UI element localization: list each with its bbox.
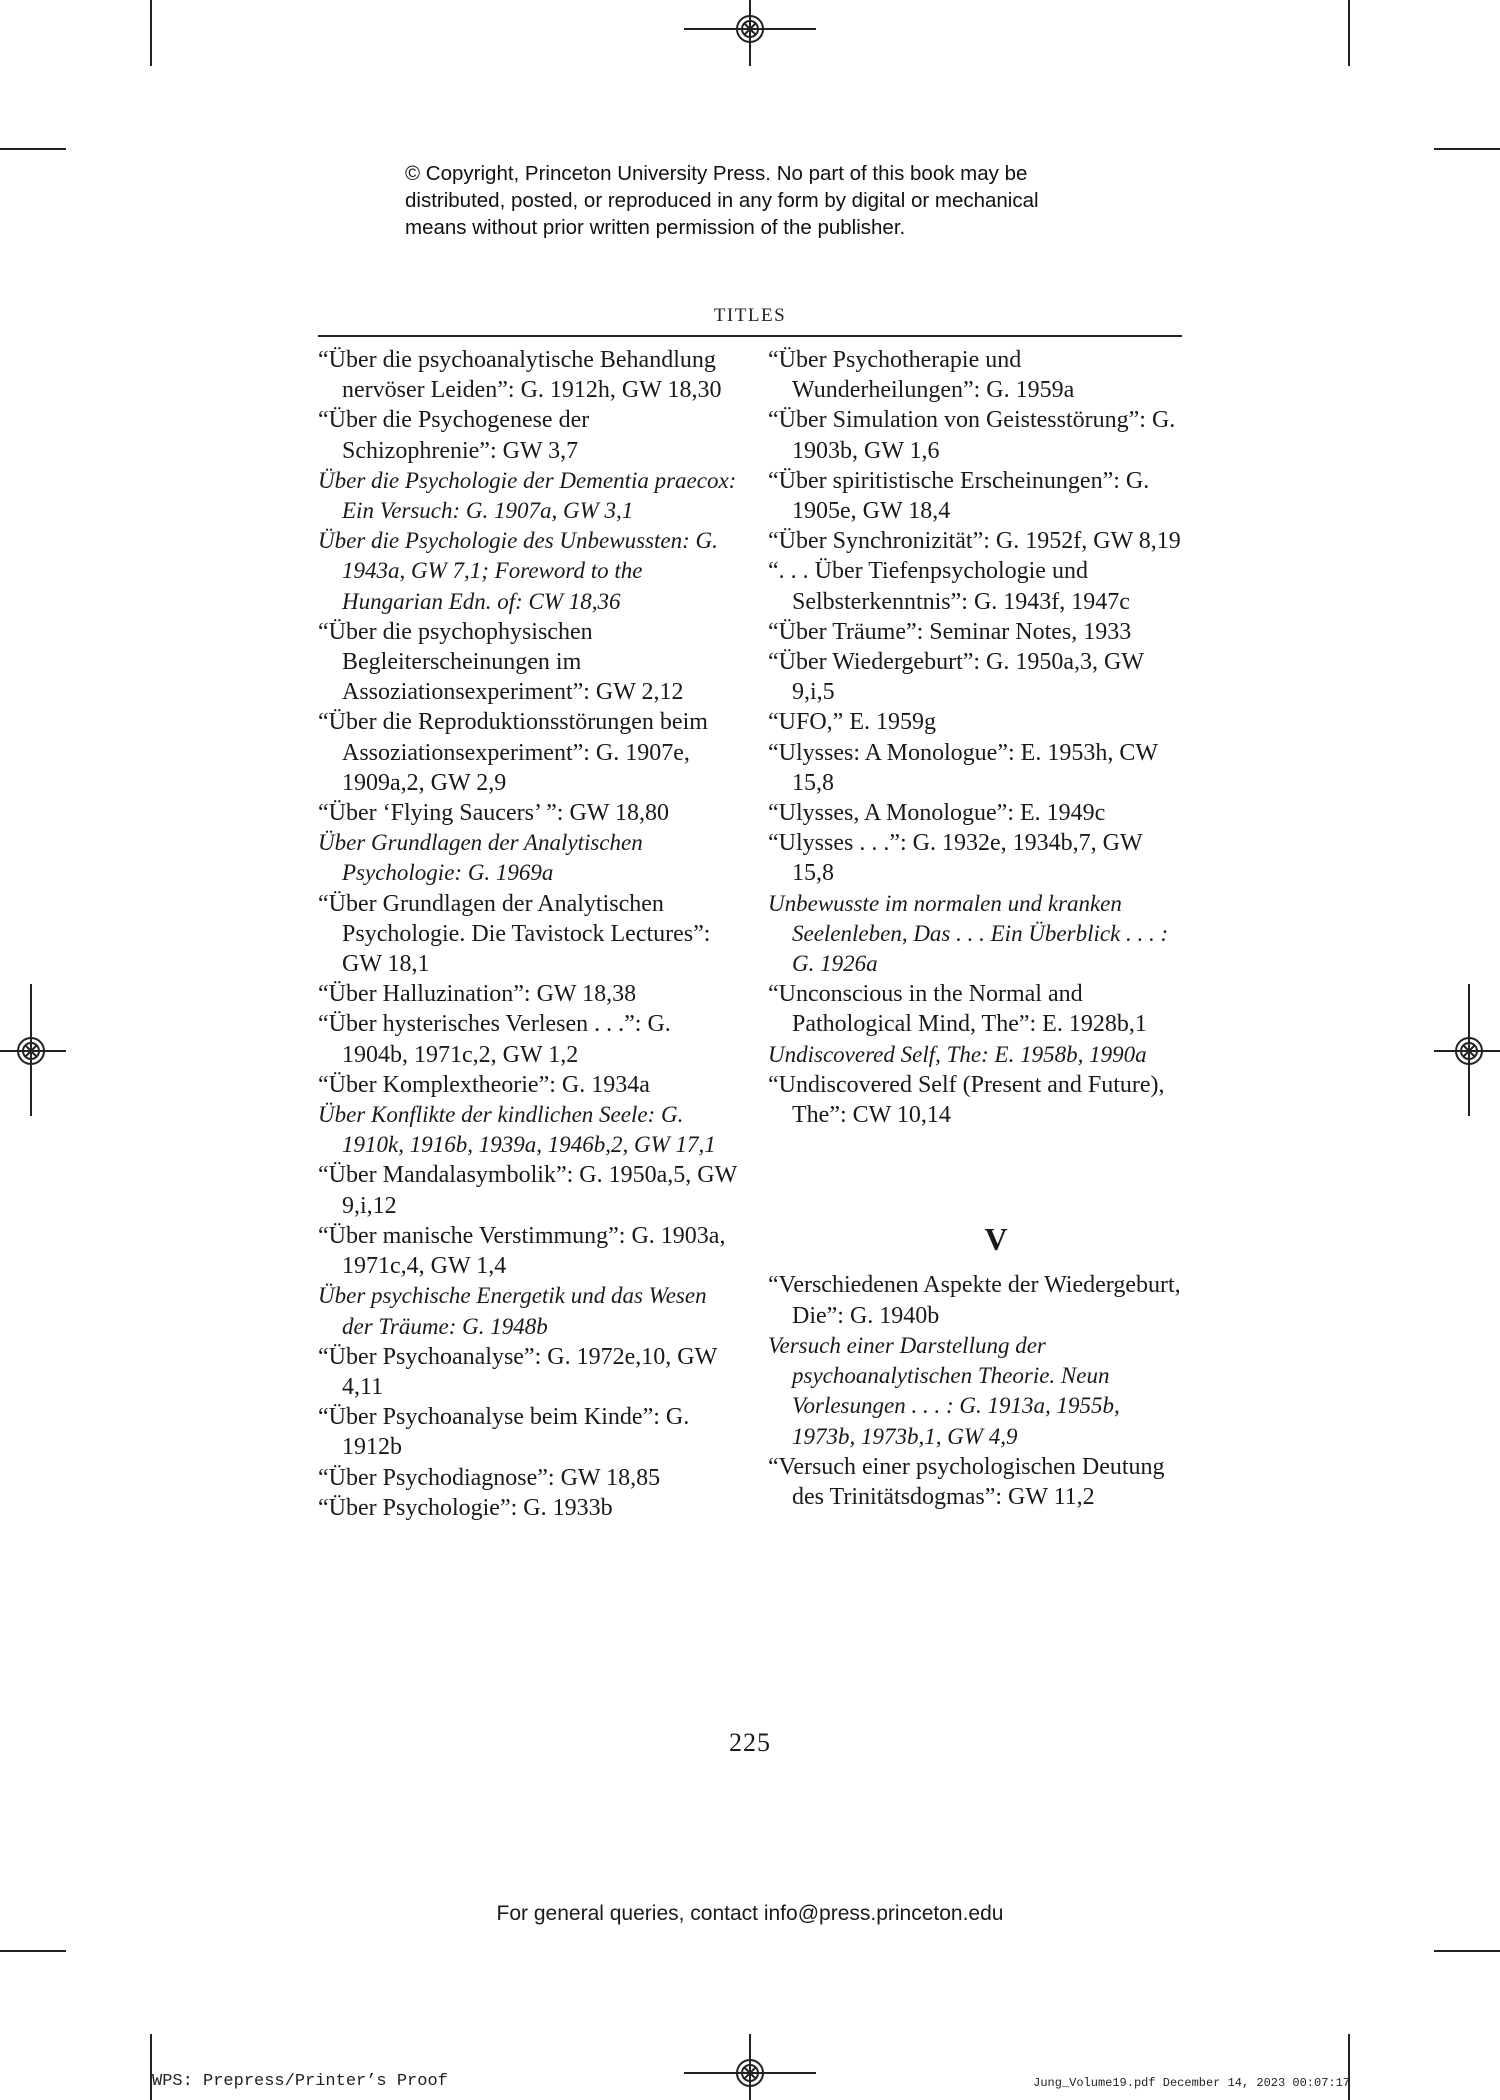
index-entry: “Ulysses: A Monologue”: E. 1953h, CW 15,8 xyxy=(768,739,1158,796)
running-head: TITLES xyxy=(713,305,787,326)
copyright-line: © Copyright, Princeton University Press. No part of this book may be xyxy=(405,162,1028,185)
index-entry: “Über Simulation von Geistesstörung”: G. 1903b, GW 1,6 xyxy=(768,407,1176,464)
index-entry: “Über Wiedergeburt”: G. 1950a,3, GW 9,i,5 xyxy=(768,649,1144,706)
index-entry: “Über ‘Flying Saucers’ ”: GW 18,80 xyxy=(318,800,670,827)
index-entry: “Über die psychoanalytische Behandlung nervöser Leiden”: G. 1912h, GW 18,30 xyxy=(318,347,722,404)
index-entry: “Verschiedenen Aspekte der Wiedergeburt, Die”: G. 1940b xyxy=(768,1272,1181,1329)
crop-mark xyxy=(1434,148,1500,150)
index-entry: “Versuch einer psychologischen Deutung des Trinitätsdogmas”: GW 11,2 xyxy=(768,1453,1165,1510)
copyright-line: distributed, posted, or reproduced in any form by digital or mechanical xyxy=(405,189,1039,212)
registration-target-icon xyxy=(735,2058,765,2088)
index-entry: Über Konflikte der kindlichen Seele: G. 1910k, 1916b, 1939a, 1946b,2, GW 17,1 xyxy=(318,1102,716,1158)
page-number: 225 xyxy=(729,1728,771,1757)
file-stamp: Jung_Volume19.pdf December 14, 2023 00:07:17 xyxy=(1033,2076,1350,2090)
index-entry: “Über die Psychogenese der Schizophrenie”: GW 3,7 xyxy=(318,407,590,464)
index-entry: “Über Träume”: Seminar Notes, 1933 xyxy=(768,618,1132,645)
index-entry: “Über Psychologie”: G. 1933b xyxy=(318,1494,613,1521)
index-entry: “Über die psychophysischen Begleiterscheinungen im Assoziationsexperiment”: GW 2,12 xyxy=(318,618,684,706)
registration-target-icon xyxy=(1454,1036,1484,1066)
left-column xyxy=(318,345,738,1523)
index-entry: “Undiscovered Self (Present and Future), The”: CW 10,14 xyxy=(768,1071,1165,1129)
index-entry: “Ulysses, A Monologue”: E. 1949c xyxy=(768,800,1106,827)
index-entry: “Über Psychoanalyse”: G. 1972e,10, GW 4,11 xyxy=(318,1343,717,1400)
index-entry: Versuch einer Darstellung der psychoanalytischen Theorie. Neun Vorlesungen . . . : G. 1913a, 1955b, 1973b, 1973b,1, GW 4,9 xyxy=(768,1332,1120,1449)
header-rule xyxy=(318,335,1182,337)
copyright-line: means without prior written permission of the publisher. xyxy=(405,216,906,239)
index-entry: “Über Mandalasymbolik”: G. 1950a,5, GW 9,i,12 xyxy=(318,1162,737,1219)
index-entry: Über die Psychologie der Dementia praecox: Ein Versuch: G. 1907a, GW 3,1 xyxy=(318,467,737,524)
index-entry: “Über Komplextheorie”: G. 1934a xyxy=(318,1071,650,1098)
index-entry: “Über Grundlagen der Analytischen Psychologie. Die Tavistock Lectures”: GW 18,1 xyxy=(318,890,711,978)
index-entry: Über die Psychologie des Unbewussten: G. 1943a, GW 7,1; Foreword to the Hungarian Edn. of: CW 18,36 xyxy=(318,528,718,614)
registration-target-icon xyxy=(16,1036,46,1066)
index-entry: Über psychische Energetik und das Wesen der Träume: G. 1948b xyxy=(318,1283,707,1339)
crop-mark xyxy=(0,148,66,150)
index-entry: “Über manische Verstimmung”: G. 1903a, 1971c,4, GW 1,4 xyxy=(318,1222,726,1280)
proof-label: WPS: Prepress/Printer’s Proof xyxy=(152,2072,448,2091)
crop-mark xyxy=(1434,1950,1500,1952)
queries-contact: For general queries, contact info@press.princeton.edu xyxy=(496,1902,1004,1925)
registration-target-icon xyxy=(735,14,765,44)
index-entry: “Über Psychotherapie und Wunderheilungen”: G. 1959a xyxy=(768,347,1075,404)
section-letter: V xyxy=(984,1221,1008,1258)
index-entry: Undiscovered Self, The: E. 1958b, 1990a xyxy=(768,1041,1147,1067)
index-entry: “UFO,” E. 1959g xyxy=(768,709,936,736)
index-entry: “Unconscious in the Normal and Pathological Mind, The”: E. 1928b,1 xyxy=(768,981,1147,1038)
index-entry: “Über Synchronizität”: G. 1952f, GW 8,19 xyxy=(768,528,1181,555)
crop-mark xyxy=(0,1950,66,1952)
index-entry: “. . . Über Tiefenpsychologie und Selbsterkenntnis”: G. 1943f, 1947c xyxy=(768,558,1130,615)
index-entry: “Ulysses . . .”: G. 1932e, 1934b,7, GW 15,8 xyxy=(768,830,1143,887)
index-entry: Über Grundlagen der Analytischen Psychologie: G. 1969a xyxy=(318,830,643,886)
right-column xyxy=(768,345,1188,1512)
crop-mark xyxy=(1348,0,1350,66)
index-entry: Unbewusste im normalen und kranken Seelenleben, Das . . . Ein Überblick . . . : G. 1926a xyxy=(768,890,1169,977)
index-entry: “Über hysterisches Verlesen . . .”: G. 1904b, 1971c,2, GW 1,2 xyxy=(318,1011,671,1068)
crop-mark xyxy=(1348,2034,1350,2100)
crop-mark xyxy=(150,0,152,66)
copyright-notice xyxy=(405,160,1165,241)
index-entry: “Über spiritistische Erscheinungen”: G. 1905e, GW 18,4 xyxy=(768,467,1150,525)
index-entry: “Über Psychodiagnose”: GW 18,85 xyxy=(318,1464,661,1491)
index-entry: “Über Halluzination”: GW 18,38 xyxy=(318,981,637,1008)
index-entry: “Über Psychoanalyse beim Kinde”: G. 1912b xyxy=(318,1404,690,1461)
index-entry: “Über die Reproduktionsstörungen beim Assoziationsexperiment”: G. 1907e, 1909a,2, GW 2,9 xyxy=(318,709,708,796)
